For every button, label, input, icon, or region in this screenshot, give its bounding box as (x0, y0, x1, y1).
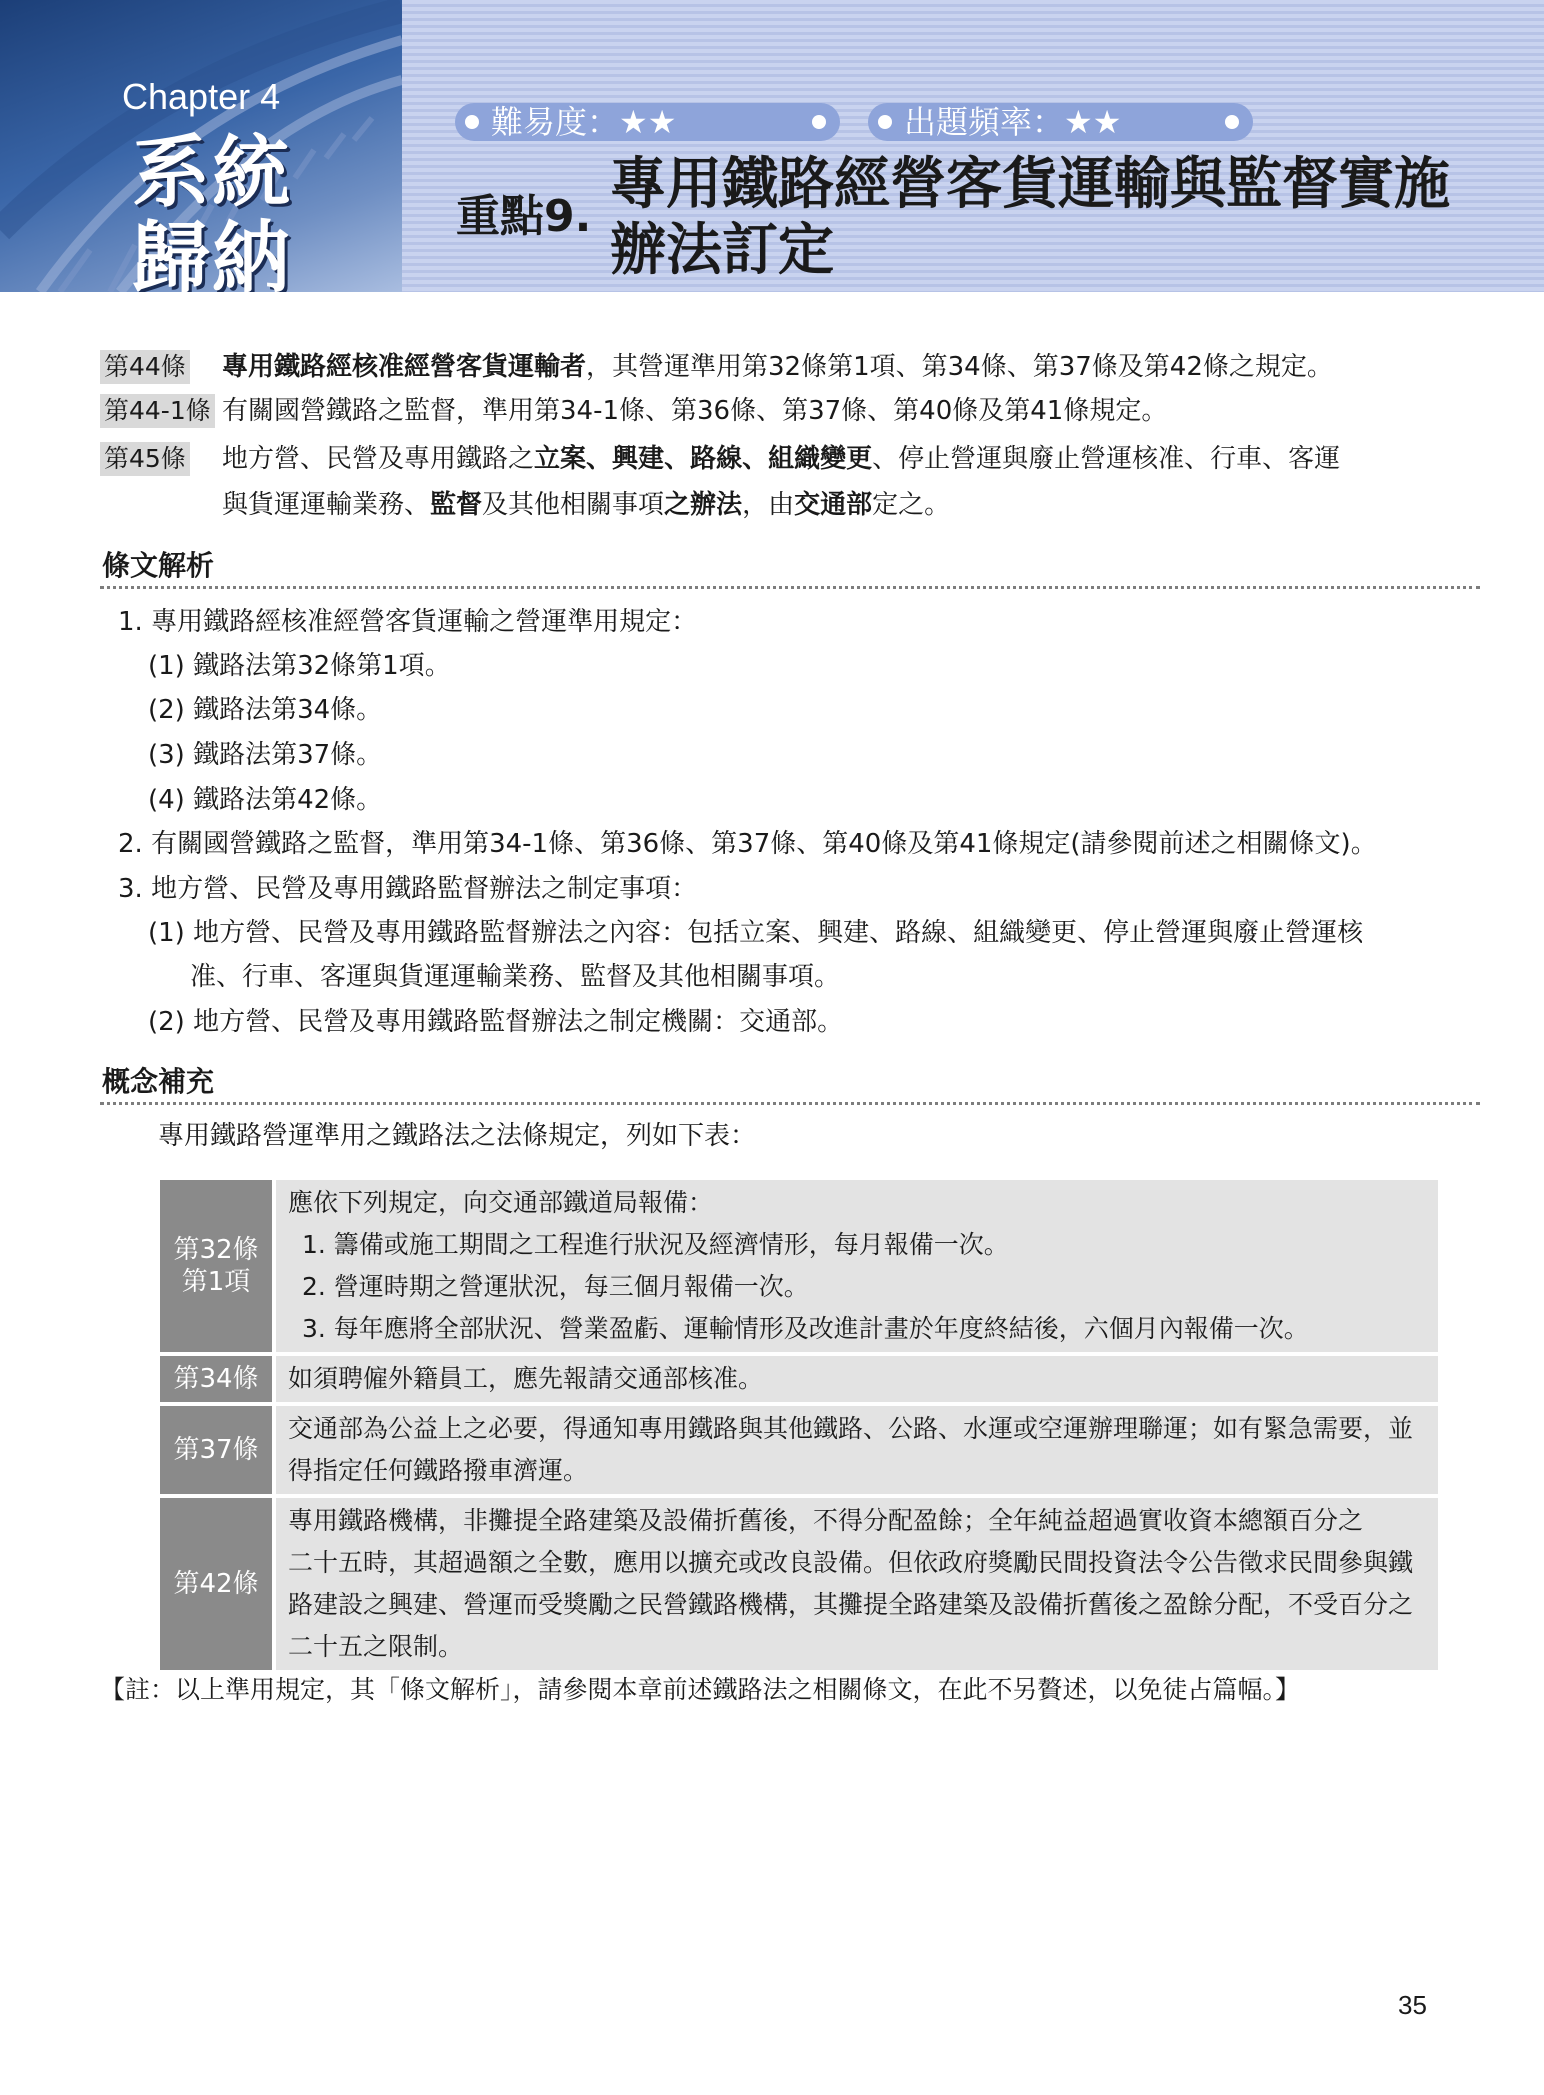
difficulty-badge (455, 103, 840, 141)
article-plain-text: ，由 (742, 490, 795, 520)
cell-line: 專用鐵路機構，非攤提全路建築及設備折舊後，不得分配盈餘；全年純益超過實收資本總額百分之 (288, 1506, 1364, 1535)
table-row (160, 1498, 1438, 1670)
analysis-item: 1. 專用鐵路經核准經營客貨運輸之營運準用規定： (118, 607, 698, 637)
concept-intro: 專用鐵路營運準用之鐵路法之法條規定，列如下表： (158, 1121, 757, 1151)
article-plain-text: 地方營、民營及專用鐵路之 (222, 444, 535, 474)
bullet-dot-icon (812, 115, 826, 129)
key-point-title: 專用鐵路經營客貨運輸與監督實施辦法訂定 (610, 152, 1450, 283)
article-plain-text: 、停止營運與廢止營運核准、行車、客運 (872, 444, 1341, 474)
cell-line: 二十五時，其超過額之全數，應用以擴充或改良設備。但依政府獎勵民間投資法令公告徵求民間參與鐵 (288, 1548, 1414, 1577)
cell-line: 得指定任何鐵路撥車濟運。 (288, 1456, 589, 1485)
section-divider (100, 1102, 1480, 1105)
section-heading-analysis: 條文解析 (102, 549, 215, 582)
table-cell: 如須聘僱外籍員工，應先報請交通部核准。 (276, 1356, 1438, 1402)
article-bold-text: 立案 (534, 444, 587, 474)
key-point-label: 重點9. (456, 191, 592, 242)
cell-line: 路建設之興建、營運而受獎勵之民營鐵路機構，其攤提全路建築及設備折舊後之盈餘分配，不受百分之 (288, 1590, 1414, 1619)
article-bold-text: 、 (664, 444, 691, 474)
table-row (160, 1356, 1438, 1402)
article-plain-text: ，其營運準用第32條第1項、第34條、第37條及第42條之規定。 (586, 352, 1333, 382)
table-row-header: 第34條 (160, 1356, 276, 1402)
table-row-header: 第37條 (160, 1406, 276, 1494)
chapter-title-line-1: 系統 (132, 128, 293, 218)
cell-line: 應依下列規定，向交通部鐵道局報備： (288, 1188, 714, 1217)
article-bold-text: 組織變更 (768, 444, 873, 474)
article-bold-text: 、 (742, 444, 769, 474)
analysis-subitem: (1) 地方營、民營及專用鐵路監督辦法之內容：包括立案、興建、路線、組織變更、停止營運與廢止營運核 (148, 918, 1364, 948)
page-header (0, 0, 1544, 292)
bullet-dot-icon (878, 115, 892, 129)
cell-line: 交通部為公益上之必要，得通知專用鐵路與其他鐵路、公路、水運或空運辦理聯運；如有緊急需要，並 (288, 1414, 1414, 1443)
section-divider (100, 586, 1480, 589)
article-tag: 第45條 (100, 442, 190, 476)
row-header-text: 第1項 (181, 1267, 251, 1297)
article-bold-text: 路線 (690, 444, 743, 474)
article-bold-text: 之辦法 (664, 490, 743, 520)
analysis-subitem: (3) 鐵路法第37條。 (148, 740, 383, 770)
bullet-dot-icon (1225, 115, 1239, 129)
analysis-item: 3. 地方營、民營及專用鐵路監督辦法之制定事項： (118, 874, 698, 904)
analysis-subitem-continuation: 准、行車、客運與貨運運輸業務、監督及其他相關事項。 (190, 962, 841, 992)
article-45-continuation (222, 483, 950, 527)
article-text (222, 345, 1333, 389)
article-plain-text: 及其他相關事項 (482, 490, 665, 520)
page-number: 35 (1398, 1990, 1427, 2020)
cell-line: 1. 籌備或施工期間之工程進行狀況及經濟情形，每月報備一次。 (302, 1230, 1009, 1259)
table-cell (276, 1180, 1438, 1352)
frequency-text: 出題頻率：★★ (904, 103, 1122, 141)
chapter-title (132, 130, 292, 292)
article-tag: 第44條 (100, 350, 190, 384)
section-heading-concept: 概念補充 (102, 1065, 215, 1098)
difficulty-text: 難易度：★★ (491, 103, 677, 141)
cell-line: 2. 營運時期之營運狀況，每三個月報備一次。 (302, 1272, 809, 1301)
article-text (222, 437, 1340, 481)
bullet-dot-icon (465, 115, 479, 129)
row-header-text: 第32條 (173, 1235, 259, 1265)
law-table (160, 1176, 1438, 1674)
table-row-header (160, 1180, 276, 1352)
table-cell (276, 1406, 1438, 1494)
article-bold-text: 監督 (430, 490, 483, 520)
table-row (160, 1180, 1438, 1352)
article-bold-text: 興建 (612, 444, 665, 474)
analysis-subitem: (4) 鐵路法第42條。 (148, 785, 383, 815)
frequency-badge (868, 103, 1253, 141)
footnote: 【註：以上準用規定，其「條文解析」，請參閱本章前述鐵路法之相關條文，在此不另贅述，以免徒占篇幅。】 (100, 1675, 1301, 1704)
analysis-item: 2. 有關國營鐵路之監督，準用第34-1條、第36條、第37條、第40條及第41條規定(請參閱前述之相關條文)。 (118, 829, 1377, 859)
article-tag: 第44-1條 (100, 394, 215, 428)
table-cell (276, 1498, 1438, 1670)
article-bold-text: 專用鐵路經核准經營客貨運輸者 (222, 352, 587, 382)
chapter-title-line-2: 歸納 (132, 214, 293, 292)
cell-line: 二十五之限制。 (288, 1632, 464, 1661)
analysis-subitem: (1) 鐵路法第32條第1項。 (148, 651, 451, 681)
cell-line: 3. 每年應將全部狀況、營業盈虧、運輸情形及改進計畫於年度終結後，六個月內報備一次。 (302, 1314, 1309, 1343)
article-text: 有關國營鐵路之監督，準用第34-1條、第36條、第37條、第40條及第41條規定。 (222, 396, 1168, 426)
table-row-header: 第42條 (160, 1498, 276, 1670)
chapter-banner (0, 0, 402, 292)
analysis-subitem: (2) 鐵路法第34條。 (148, 695, 383, 725)
article-plain-text: 定之。 (872, 490, 951, 520)
article-bold-text: 交通部 (794, 490, 873, 520)
analysis-subitem: (2) 地方營、民營及專用鐵路監督辦法之制定機關：交通部。 (148, 1007, 844, 1037)
table-row (160, 1406, 1438, 1494)
article-plain-text: 與貨運運輸業務、 (222, 490, 431, 520)
chapter-number: Chapter 4 (122, 76, 281, 117)
article-bold-text: 、 (586, 444, 613, 474)
